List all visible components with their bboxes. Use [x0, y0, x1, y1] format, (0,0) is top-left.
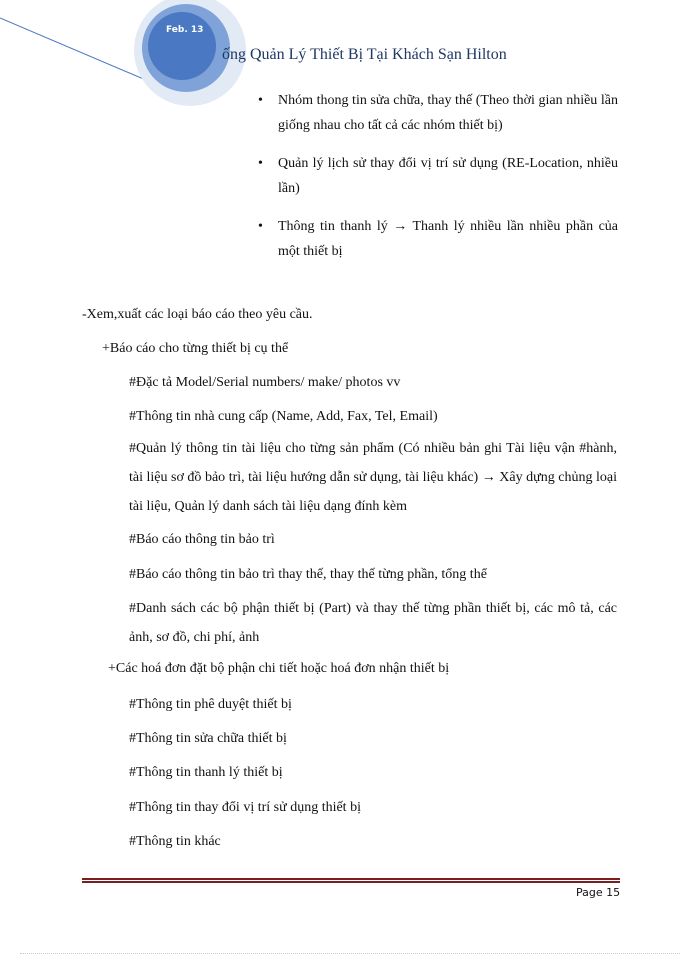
bullet-text: Thông tin thanh lý → Thanh lý nhiều lần nhiều phần của một thiết bị — [278, 219, 618, 259]
footer-rule — [82, 878, 620, 883]
page-bottom-border — [20, 953, 680, 954]
bullet-dot-icon: • — [258, 219, 263, 234]
invoice-item: #Thông tin thay đổi vị trí sử dụng thiết bị — [129, 800, 361, 815]
report-item: #Quản lý thông tin tài liệu cho từng sản phẩm (Có nhiều bản ghi Tài liệu vận #hành, tài liệu sơ đồ bảo trì, tài liệu hướng dẫn sử dụng, tài liệu khác) → Xây dựng chủng loại tài liệu, Quản lý danh sách tài liệu dạng đính kèm — [129, 441, 617, 514]
invoice-item: #Thông tin thanh lý thiết bị — [129, 765, 283, 780]
invoice-item: #Thông tin khác — [129, 834, 221, 849]
subsection-heading-2: +Các hoá đơn đặt bộ phận chi tiết hoặc hoá đơn nhận thiết bị — [108, 661, 450, 676]
bullet-list — [258, 88, 618, 277]
invoice-item: #Thông tin phê duyệt thiết bị — [129, 697, 292, 712]
header-inner-circle — [148, 12, 216, 80]
report-item: #Danh sách các bộ phận thiết bị (Part) và thay thế từng phần thiết bị, các mô tả, các ảnh, sơ đồ, chi phí, ảnh — [129, 601, 617, 645]
bullet-item — [258, 88, 618, 138]
bullet-item — [258, 214, 618, 264]
section-heading: -Xem,xuất các loại báo cáo theo yêu cầu. — [82, 307, 313, 322]
header-decoration — [0, 0, 260, 120]
bullet-dot-icon: • — [258, 156, 263, 171]
bullet-text: Quản lý lịch sử thay đổi vị trí sử dụng (RE-Location, nhiều lần) — [278, 156, 618, 196]
report-item: #Thông tin nhà cung cấp (Name, Add, Fax, Tel, Email) — [129, 409, 438, 424]
page-number: Page 15 — [576, 886, 621, 899]
report-item: #Đặc tả Model/Serial numbers/ make/ photos vv — [129, 375, 401, 390]
header-title: ống Quản Lý Thiết Bị Tại Khách Sạn Hilton — [222, 46, 507, 63]
report-item: #Báo cáo thông tin bảo trì thay thế, thay thế từng phần, tổng thể — [129, 567, 487, 582]
bullet-dot-icon: • — [258, 93, 263, 108]
bullet-text: Nhóm thong tin sửa chữa, thay thế (Theo thời gian nhiều lần giống nhau cho tất cả các nhóm thiết bị) — [278, 93, 618, 133]
subsection-heading-1: +Báo cáo cho từng thiết bị cụ thể — [102, 341, 289, 356]
bullet-item — [258, 151, 618, 201]
report-item: #Báo cáo thông tin bảo trì — [129, 532, 275, 547]
header-date: Feb. 13 — [166, 25, 204, 35]
invoice-item: #Thông tin sửa chữa thiết bị — [129, 731, 287, 746]
